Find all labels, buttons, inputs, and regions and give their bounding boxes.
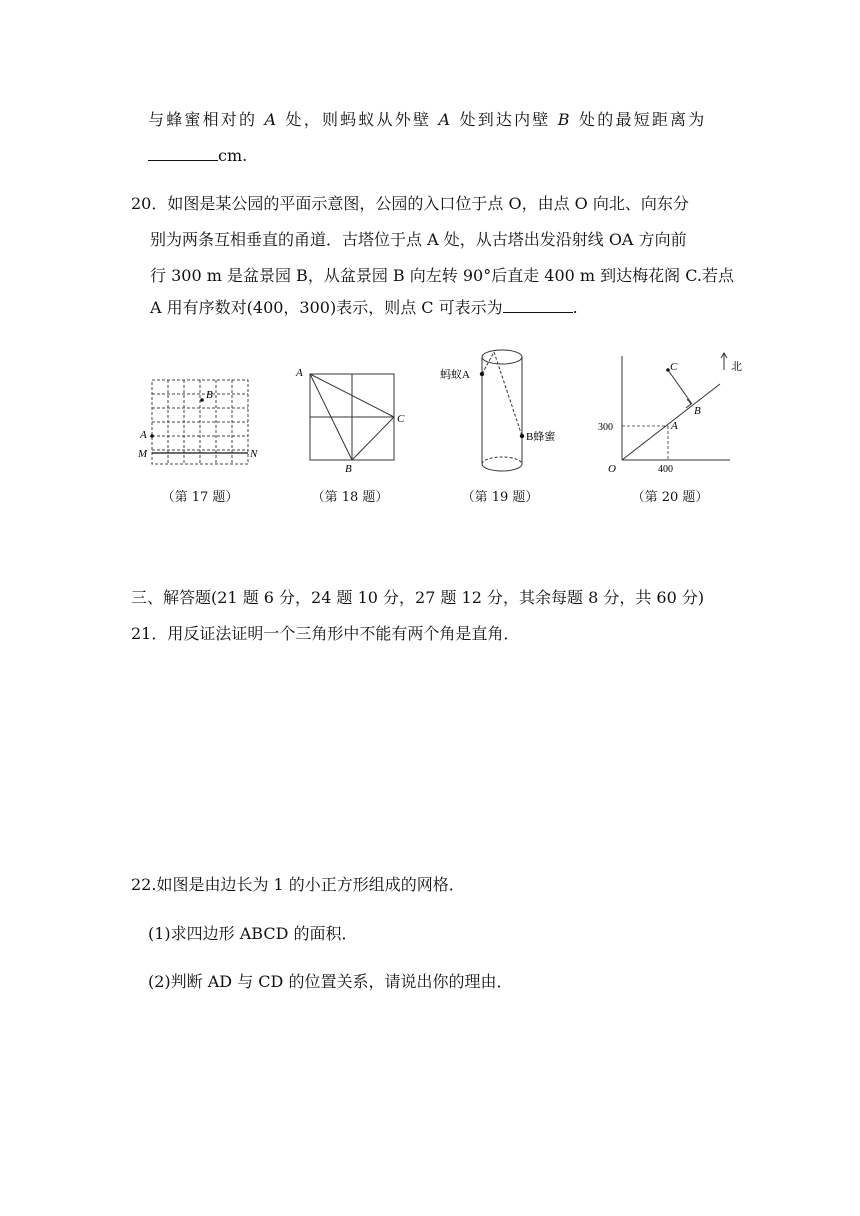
q20-line-4: A 用有序数对(400，300)表示，则点 C 可表示为 .	[150, 298, 578, 317]
point-honey-b	[520, 434, 524, 438]
tick-300: 300	[598, 422, 613, 433]
label-b: B	[694, 405, 701, 417]
cylinder-bottom-back	[482, 457, 522, 464]
answer-blank[interactable]	[503, 298, 573, 313]
q21-text: 21．用反证法证明一个三角形中不能有两个角是直角．	[131, 624, 520, 643]
label-ant-a: 蚂蚁A	[440, 369, 470, 381]
q20-line-2: 别为两条互相垂直的甬道．古塔位于点 A 处，从古塔出发沿射线 OA 方向前	[150, 230, 687, 249]
label-m: M	[138, 448, 148, 460]
q19-line-2: cm.	[148, 144, 247, 168]
figure-20	[594, 352, 754, 476]
point-b	[200, 398, 204, 402]
point-a	[150, 434, 154, 438]
q20-line-1: 20．如图是某公园的平面示意图，公园的入口位于点 O，由点 O 向北、向东分	[131, 194, 689, 213]
label-c: C	[397, 413, 405, 425]
q22-part-1: (1)求四边形 ABCD 的面积．	[148, 924, 358, 943]
cylinder-top	[482, 350, 522, 364]
label-b: B	[345, 463, 352, 475]
label-a: A	[671, 420, 678, 432]
q22-line-1: 22.如图是由边长为 1 的小正方形组成的网格．	[131, 875, 465, 894]
caption-17: （第 17 题）	[161, 490, 239, 505]
q19-line-1: 与蜂蜜相对的 A 处，则蚂蚁从外壁 A 处到达内壁 B 处的最短距离为	[148, 110, 707, 129]
square-18	[310, 374, 394, 460]
cylinder-bottom-front	[482, 464, 522, 471]
section-3-heading: 三、解答题(21 题 6 分，24 题 10 分，27 题 12 分，其余每题 8 分，共 60 分)	[131, 588, 705, 607]
figure-19	[436, 344, 572, 478]
tick-400: 400	[658, 464, 673, 475]
label-b: B	[206, 389, 213, 401]
q22-part-2: (2)判断 AD 与 CD 的位置关系，请说出你的理由．	[148, 972, 513, 991]
label-north: 北	[731, 361, 742, 373]
label-n: N	[250, 448, 258, 460]
point-ant-a	[480, 372, 484, 376]
caption-19: （第 19 题）	[461, 490, 539, 505]
caption-20: （第 20 题）	[631, 490, 709, 505]
path-dashed-2	[494, 352, 522, 436]
answer-blank[interactable]	[148, 146, 218, 161]
figure-17	[130, 368, 270, 468]
caption-18: （第 18 题）	[311, 490, 389, 505]
figure-18	[288, 364, 412, 476]
segment-bc	[668, 370, 692, 404]
q20-line-3: 行 300 m 是盆景园 B，从盆景园 B 向左转 90°后直走 400 m 到达梅花阁 C.若点	[150, 266, 735, 285]
grid-17	[152, 380, 248, 464]
label-c: C	[670, 361, 678, 373]
label-honey-b: B蜂蜜	[526, 431, 556, 443]
label-o: O	[608, 463, 616, 475]
label-a: A	[296, 367, 303, 379]
label-a: A	[140, 429, 147, 441]
